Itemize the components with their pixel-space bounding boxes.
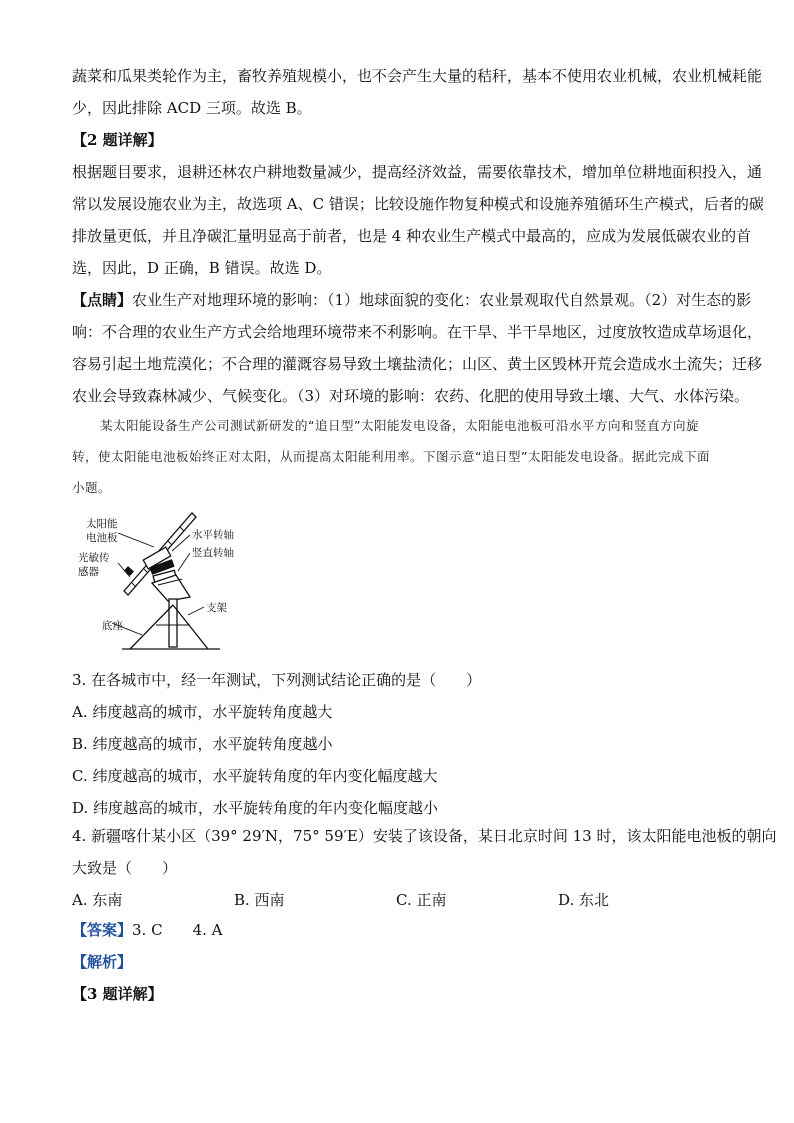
question-4-option-a: A. 东南 (72, 891, 123, 909)
rotation-joints-drawing (143, 547, 190, 601)
question-3-option-a: A. 纬度越高的城市，水平旋转角度越大 (72, 703, 333, 721)
text-line: 排放量更低，并且净碳汇量明显高于前者，也是 4 种农业生产模式中最高的，应成为发展低碳农业的首 (72, 227, 752, 245)
text-line: 常以发展设施农业为主，故选项 A、C 错误；比较设施作物复种模式和设施养殖循环生产模式，后者的碳 (72, 195, 764, 213)
question-4-stem-2: 大致是（ ） (72, 859, 178, 877)
section-heading-q3: 【3 题详解】 (72, 985, 163, 1003)
answer-line (72, 920, 223, 940)
label-sensor-2: 感器 (78, 566, 99, 578)
text-line: 容易引起土地荒漠化；不合理的灌溉容易导致土壤盐渍化；山区、黄土区毁林开荒会造成水土流失；迁移 (72, 355, 763, 373)
answer-value: 3. C 4. A (132, 921, 223, 939)
analysis-label: 【解析】 (72, 953, 133, 971)
text-line: 根据题目要求，退耕还林农户耕地数量减少，提高经济效益，需要依靠技术，增加单位耕地面积投入，通 (72, 163, 763, 181)
question-4-option-b: B. 西南 (234, 891, 285, 909)
text-line: 蔬菜和瓜果类轮作为主，畜牧养殖规模小，也不会产生大量的秸秆，基本不使用农业机械，农业机械耗能 (72, 67, 763, 85)
dianjing-paragraph (72, 290, 751, 310)
label-vertical-axis: 竖直转轴 (192, 547, 234, 559)
text-line: 响：不合理的农业生产方式会给地理环境带来不利影响。在干旱、半干旱地区，过度放牧造成草场退化， (72, 323, 763, 341)
label-solar-panel-1: 太阳能 (86, 518, 118, 530)
text-line: 选，因此，D 正确，B 错误。故选 D。 (72, 259, 332, 277)
text-line: 农业会导致森林减少、气候变化。（3）对环境的影响：农药、化肥的使用导致土壤、大气、水体污染。 (72, 387, 750, 405)
question-3-option-d: D. 纬度越高的城市，水平旋转角度的年内变化幅度越小 (72, 799, 439, 817)
label-support: 支架 (206, 602, 227, 614)
label-solar-panel-2: 电池板 (86, 532, 118, 544)
question-3-option-b: B. 纬度越高的城市，水平旋转角度越小 (72, 735, 333, 753)
label-sensor-1: 光敏传 (78, 552, 110, 564)
section-heading-q2: 【2 题详解】 (72, 131, 163, 149)
question-4-option-d: D. 东北 (558, 891, 610, 909)
solar-tracker-figure (72, 505, 292, 655)
label-base: 底座 (102, 620, 123, 632)
question-3-option-c: C. 纬度越高的城市，水平旋转角度的年内变化幅度越大 (72, 767, 438, 785)
question-4-stem-1: 4. 新疆喀什某小区（39° 29′N，75° 59′E）安装了该设备，某日北京时间 13 时，该太阳能电池板的朝向 (72, 827, 777, 845)
answer-label: 【答案】 (72, 921, 133, 939)
dianjing-label: 【点睛】 (72, 291, 133, 309)
label-horizontal-axis: 水平转轴 (192, 529, 234, 541)
reading-passage: 某太阳能设备生产公司测试新研发的“追日型”太阳能发电设备，太阳能电池板可沿水平方向和竖直方向旋转，使太阳能电池板始终正对太阳，从而提高太阳能利用率。下图示意“追日型”太阳能发电设备。据此完成下面小题。 (72, 418, 710, 495)
question-3-stem: 3. 在各城市中，经一年测试，下列测试结论正确的是（ ） (72, 671, 482, 689)
dianjing-text: 农业生产对地理环境的影响：（1）地球面貌的变化：农业景观取代自然景观。（2）对生态的影 (132, 291, 752, 309)
question-4-option-c: C. 正南 (396, 891, 447, 909)
text-line: 少，因此排除 ACD 三项。故选 B。 (72, 99, 312, 117)
